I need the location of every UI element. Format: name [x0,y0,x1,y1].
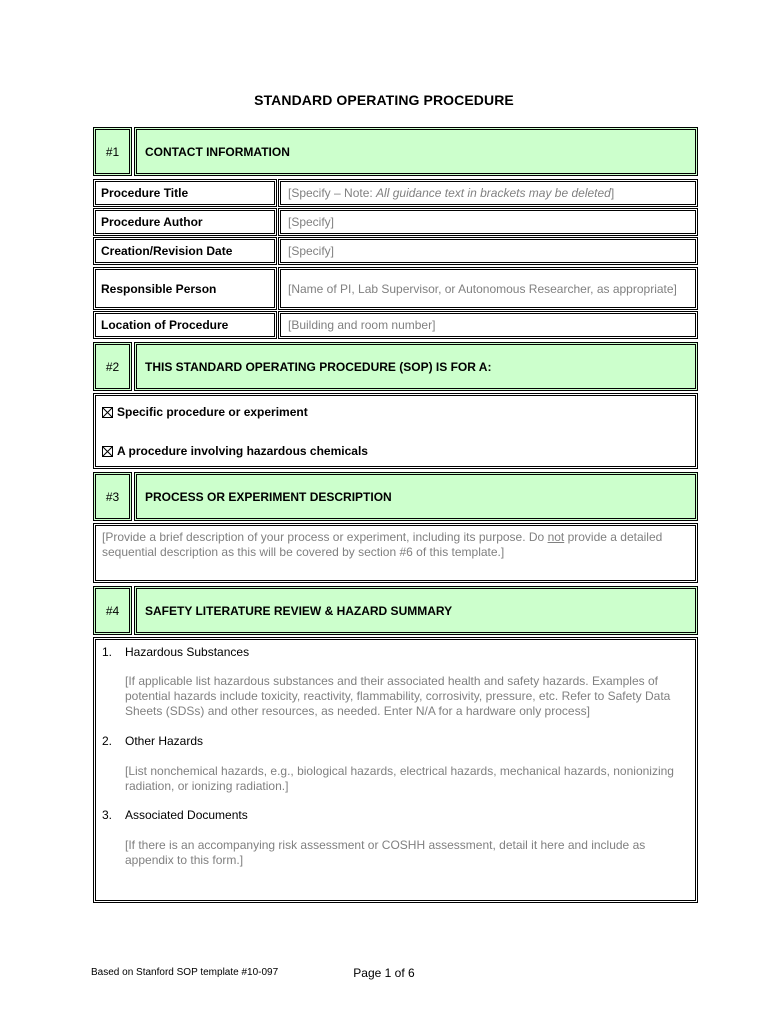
section-number: #2 [93,342,132,391]
section-4-header [93,586,698,635]
procedure-title-row [93,179,698,207]
checked-box-icon [102,446,113,457]
sop-type-box [93,393,698,469]
hazardous-substances-field[interactable]: [If applicable list hazardous substances and their associated health and safety hazards. Examples of potential hazards include toxicity, reactivity, flammability, corrosivity, pressure, etc. Refer to Safety Data Sheets (SDSs) and other resources, as needed. Enter N/A for a hardware only process] [125,674,671,718]
section-3-header [93,472,698,521]
section-number: #4 [93,586,132,635]
field-label: Procedure Title [93,179,277,207]
other-hazards-field[interactable]: [List nonchemical hazards, e.g., biological hazards, electrical hazards, mechanical hazards, nonionizing radiation, or ionizing radiation.] [125,764,674,793]
location-field[interactable]: [Building and room number] [278,311,698,339]
list-item-heading: 2. Other Hazards [102,734,204,748]
specific-procedure-checkbox[interactable] [102,405,308,419]
associated-documents-field[interactable]: [If there is an accompanying risk assessment or COSHH assessment, detail it here and include as appendix to this form.] [125,838,646,867]
field-label: Creation/Revision Date [93,237,277,265]
guidance-prefix: [Specify – Note: [288,186,377,200]
checkbox-label: A procedure involving hazardous chemicals [117,444,368,458]
document-title: STANDARD OPERATING PROCEDURE [254,92,514,108]
hazard-summary-box [93,637,698,903]
responsible-person-row [93,267,698,310]
list-item-heading: 1. Hazardous Substances [102,645,250,659]
section-label: THIS STANDARD OPERATING PROCEDURE (SOP) IS FOR A: [134,342,698,391]
hazardous-chemicals-checkbox[interactable] [102,444,368,458]
guidance-italic: All guidance text in brackets may be deleted [376,186,611,200]
field-label: Location of Procedure [93,311,277,339]
list-item-heading: 3. Associated Documents [102,808,248,822]
section-number: #3 [93,472,132,521]
process-description-field[interactable] [93,523,698,583]
responsible-person-field[interactable]: [Name of PI, Lab Supervisor, or Autonomous Researcher, as appropriate] [278,267,698,310]
creation-date-row [93,237,698,265]
page-number: Page 1 of 6 [353,966,415,980]
section-label: PROCESS OR EXPERIMENT DESCRIPTION [134,472,698,521]
guidance-suffix: ] [610,186,615,200]
checked-box-icon [102,407,113,418]
guidance-text: [Provide a brief description of your process or experiment, including its purpose. Do not provide a detailed sequential description as this will be covered by section #6 of this template.] [102,530,663,559]
section-label: CONTACT INFORMATION [134,127,698,176]
section-2-header [93,342,698,391]
section-1-header [93,127,698,176]
location-row [93,311,698,339]
section-label: SAFETY LITERATURE REVIEW & HAZARD SUMMARY [134,586,698,635]
creation-date-field[interactable]: [Specify] [278,237,698,265]
footer-source: Based on Stanford SOP template #10-097 [91,967,279,978]
procedure-title-field[interactable] [278,179,698,207]
field-label: Procedure Author [93,208,277,236]
procedure-author-field[interactable]: [Specify] [278,208,698,236]
section-number: #1 [93,127,132,176]
procedure-author-row [93,208,698,236]
checkbox-label: Specific procedure or experiment [117,405,308,419]
field-label: Responsible Person [93,267,277,310]
